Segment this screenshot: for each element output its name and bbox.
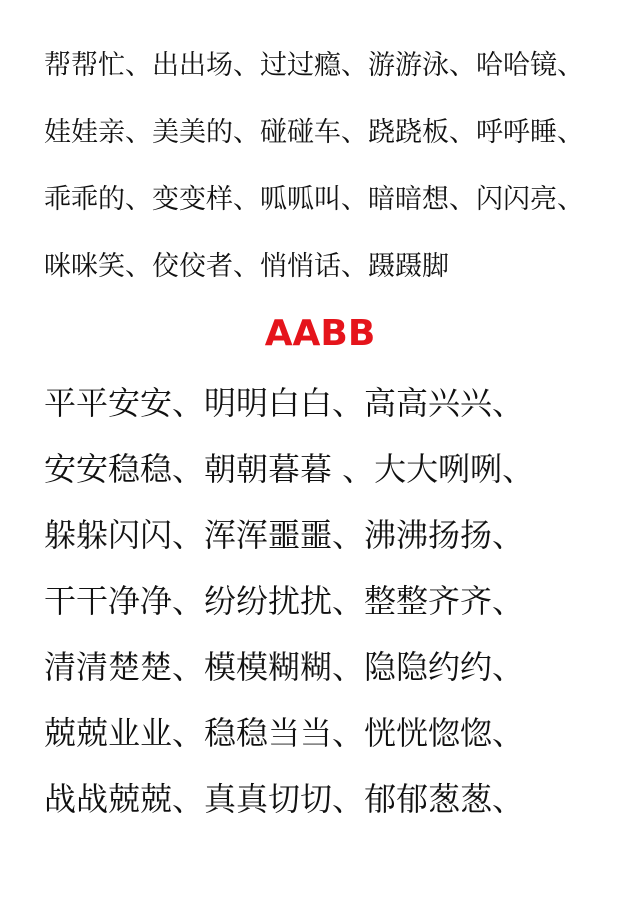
word-line: 兢兢业业、稳稳当当、恍恍惚惚、 <box>44 714 525 752</box>
word-line: 咪咪笑、佼佼者、悄悄话、蹑蹑脚 <box>44 251 449 282</box>
word-line: 平平安安、明明白白、高高兴兴、 <box>44 384 525 422</box>
word-line: 安安稳稳、朝朝暮暮 、大大咧咧、 <box>44 450 535 488</box>
word-line: 干干净净、纷纷扰扰、整整齐齐、 <box>44 582 525 620</box>
word-line: 清清楚楚、模模糊糊、隐隐约约、 <box>44 648 525 686</box>
word-line: 战战兢兢、真真切切、郁郁葱葱、 <box>44 780 525 818</box>
word-line: 躲躲闪闪、浑浑噩噩、沸沸扬扬、 <box>44 516 525 554</box>
word-line: 乖乖的、变变样、呱呱叫、暗暗想、闪闪亮、 <box>44 184 584 215</box>
word-line: 帮帮忙、出出场、过过瘾、游游泳、哈哈镜、 <box>44 50 584 81</box>
word-line: 娃娃亲、美美的、碰碰车、跷跷板、呼呼睡、 <box>44 117 584 148</box>
section-title: AABB <box>264 313 376 354</box>
